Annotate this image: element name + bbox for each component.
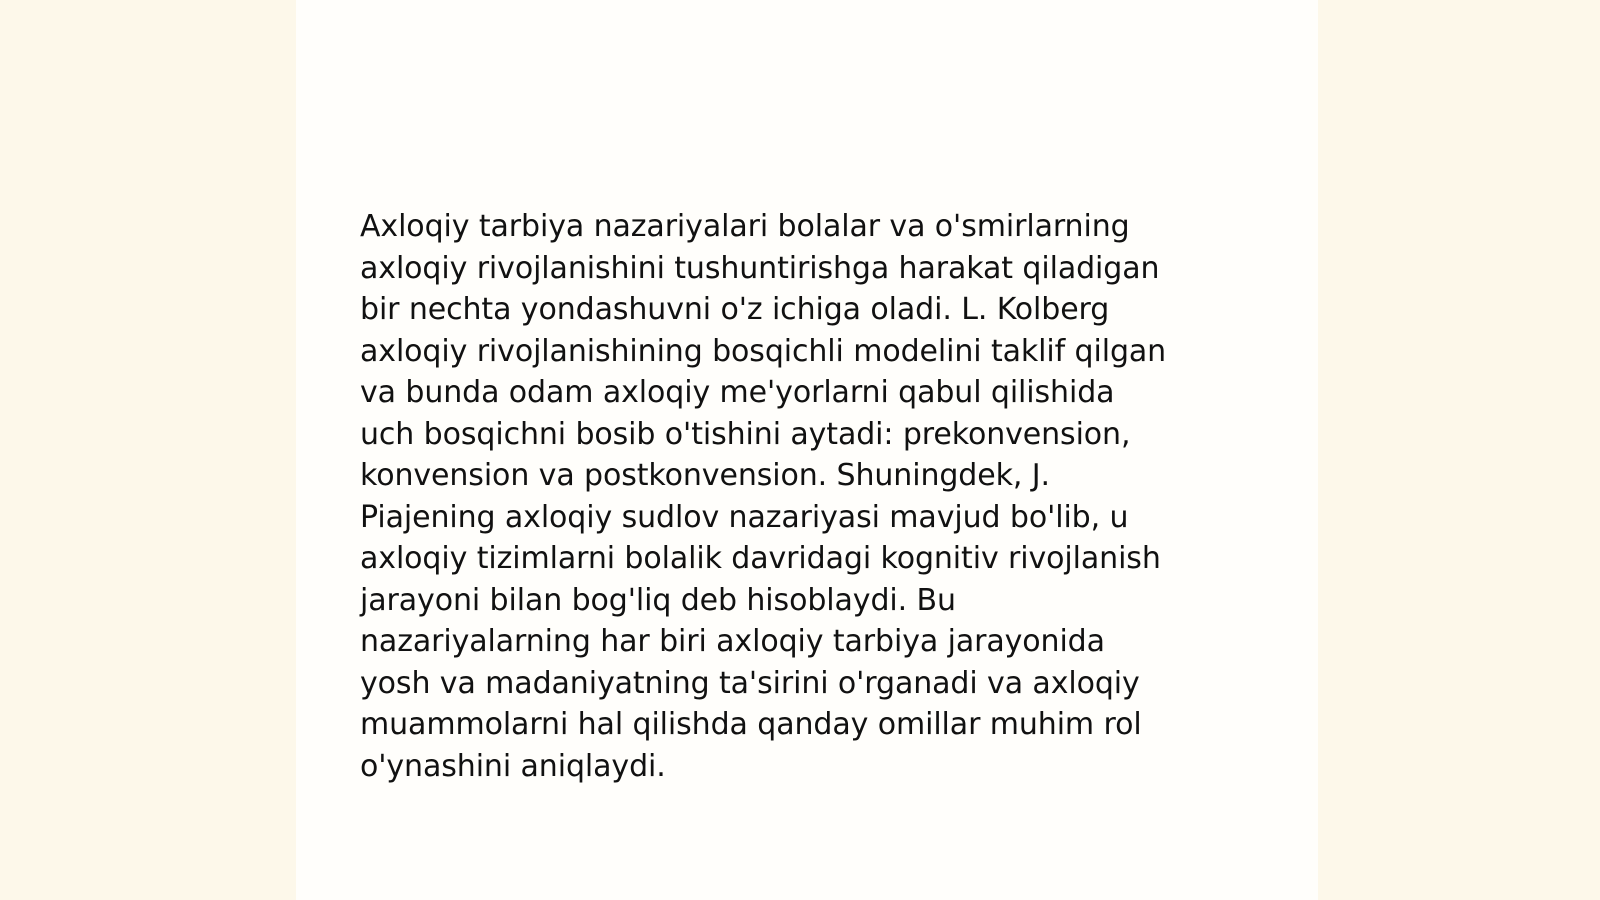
paragraph-line: o'ynashini aniqlaydi. <box>360 748 666 784</box>
paragraph-line: Piajening axloqiy sudlov nazariyasi mavjud bo'lib, u <box>360 499 1129 535</box>
paragraph-line: va bunda odam axloqiy me'yorlarni qabul qilishida <box>360 375 1115 410</box>
body-paragraph <box>360 206 1260 787</box>
paragraph-line: uch bosqichni bosib o'tishini aytadi: prekonvension, <box>360 416 1131 452</box>
paragraph-line: axloqiy rivojlanishining bosqichli modelini taklif qilgan <box>360 333 1167 369</box>
paragraph-line: axloqiy tizimlarni bolalik davridagi kognitiv rivojlanish <box>360 541 1161 576</box>
slide-page <box>296 0 1318 900</box>
paragraph-line: jarayoni bilan bog'liq deb hisoblaydi. Bu <box>360 582 956 618</box>
paragraph-line: Axloqiy tarbiya nazariyalari bolalar va o'smirlarning <box>360 209 1130 244</box>
paragraph-line: yosh va madaniyatning ta'sirini o'rganadi va axloqiy <box>360 665 1140 701</box>
paragraph-line: konvension va postkonvension. Shuningdek, J. <box>360 458 1050 493</box>
paragraph-line: nazariyalarning har biri axloqiy tarbiya jarayonida <box>360 624 1105 659</box>
paragraph-line: bir nechta yondashuvni o'z ichiga oladi. L. Kolberg <box>360 292 1110 327</box>
paragraph-line: axloqiy rivojlanishini tushuntirishga harakat qiladigan <box>360 250 1160 286</box>
paragraph-line: muammolarni hal qilishda qanday omillar muhim rol <box>360 707 1142 742</box>
